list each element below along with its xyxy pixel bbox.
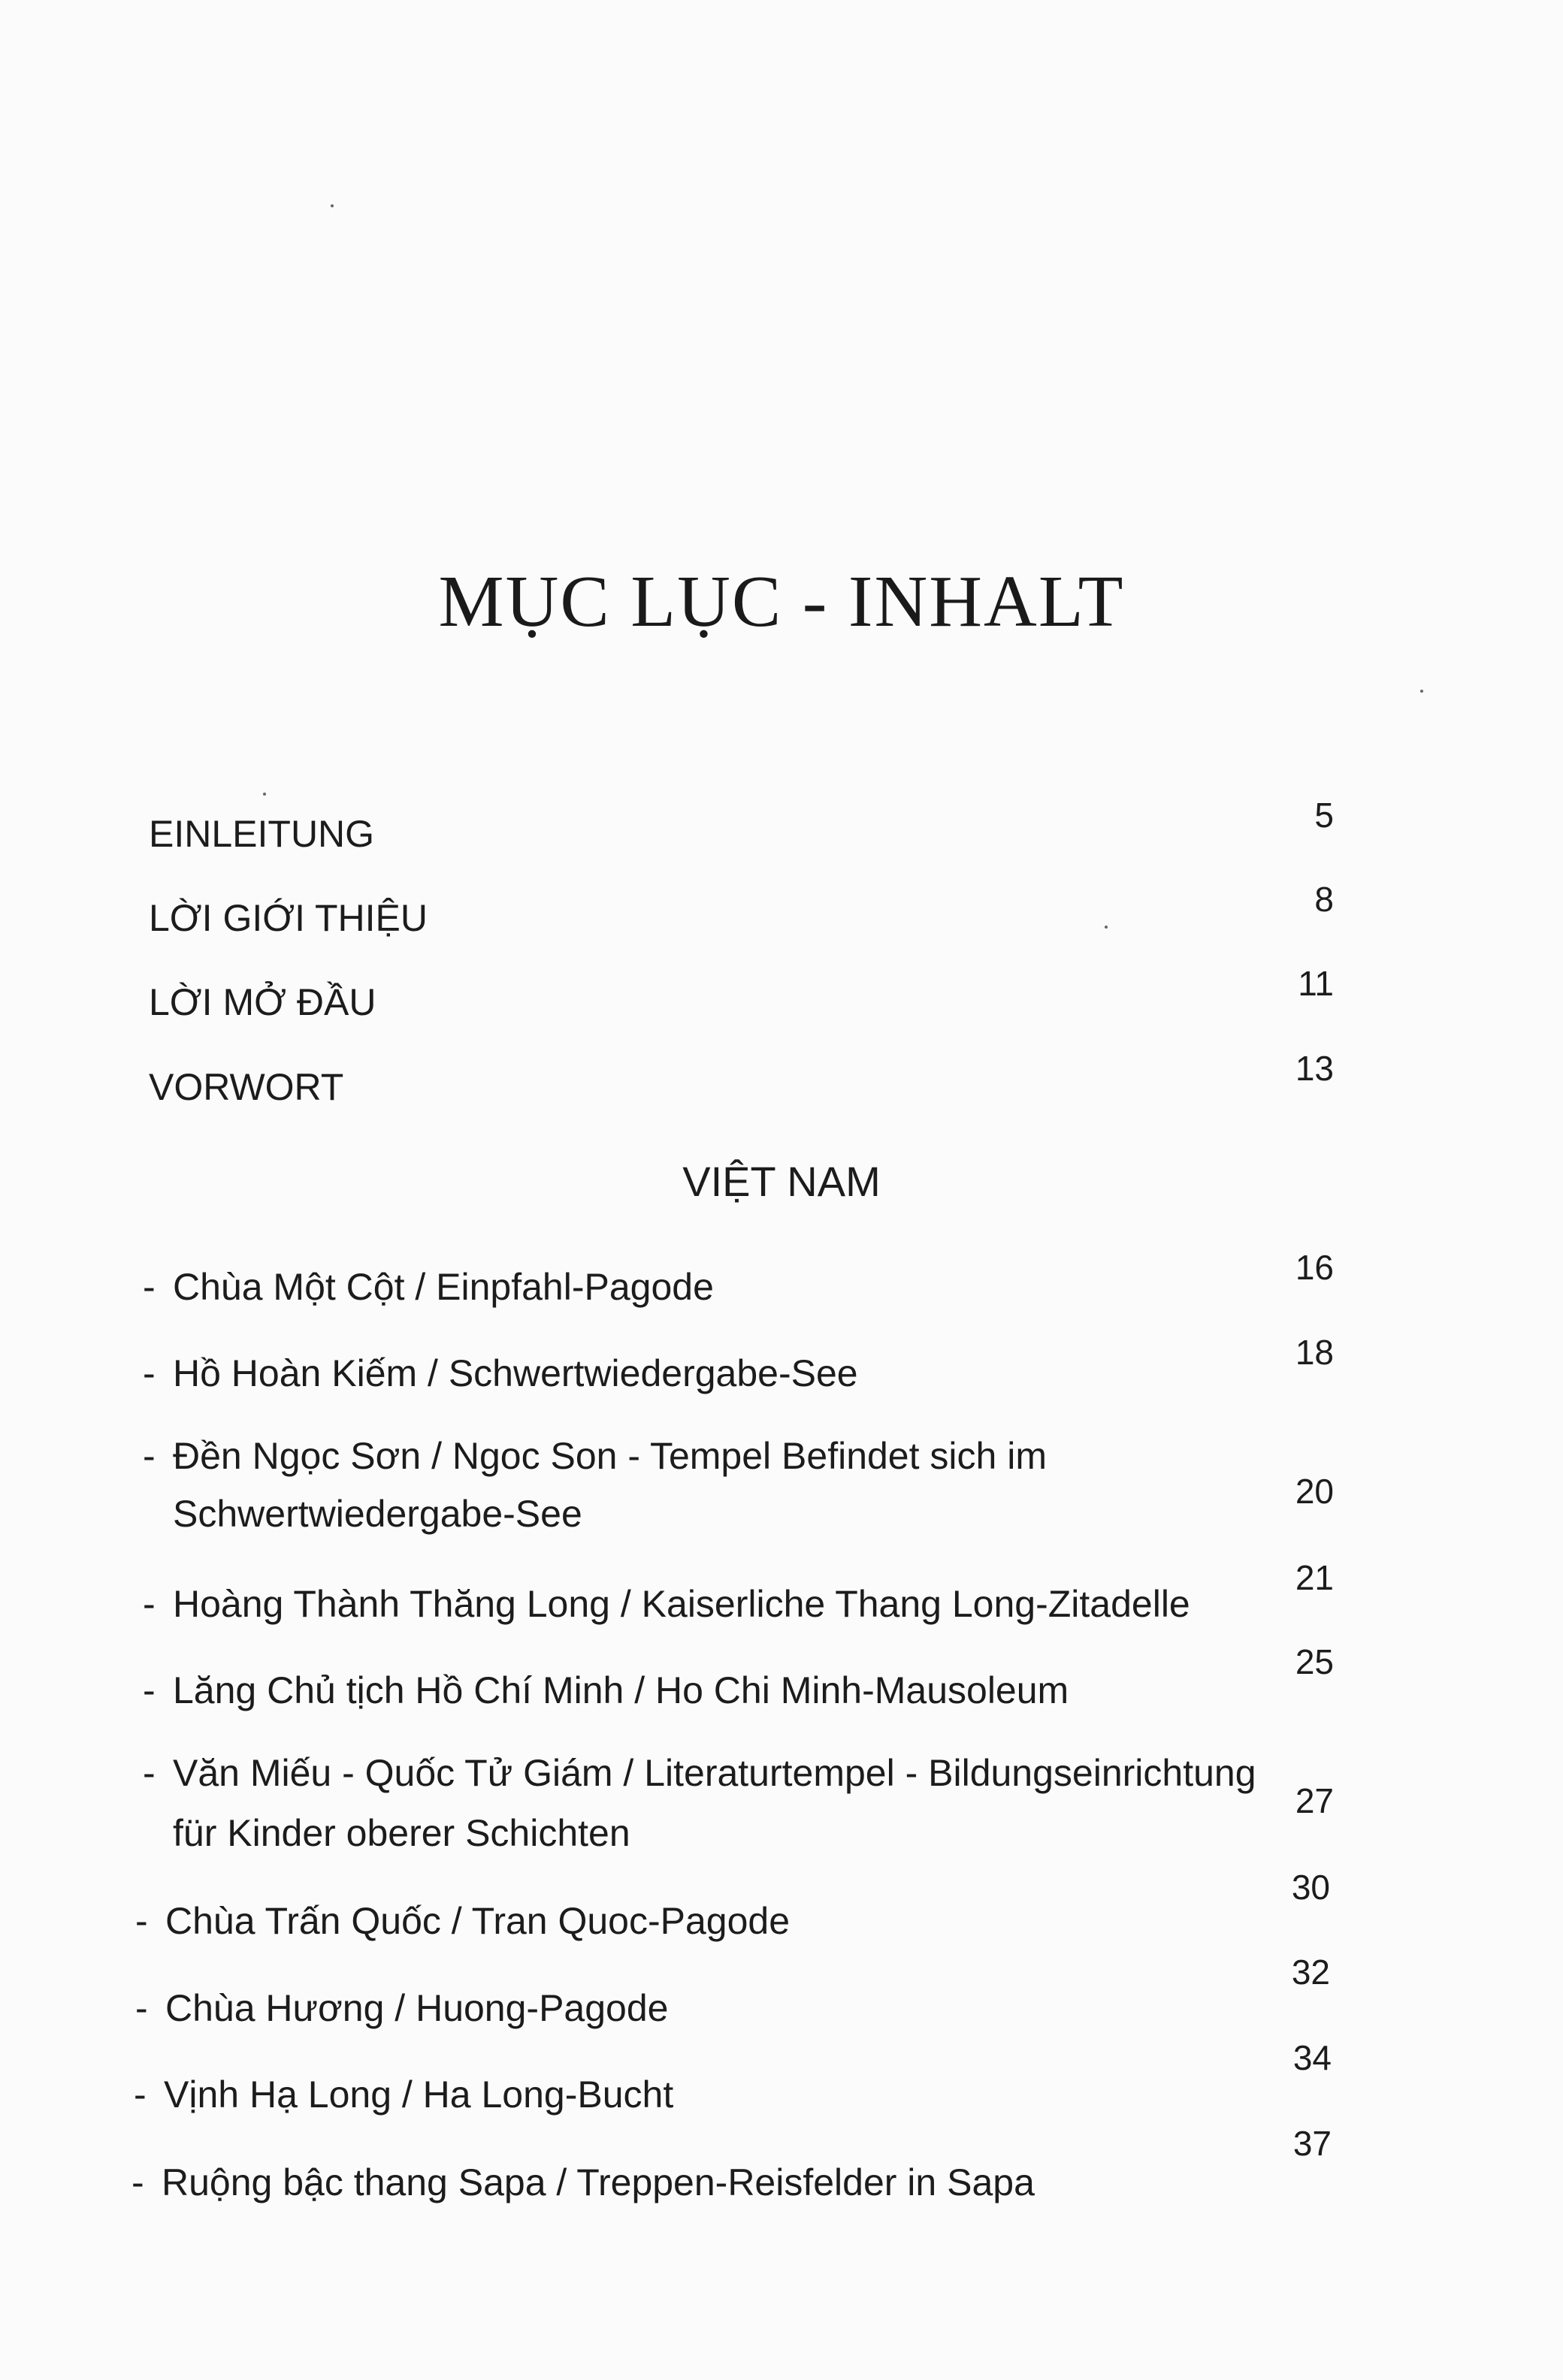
toc-entry-label: Chùa Hương / Huong-Pagode — [165, 1987, 669, 2029]
toc-entry-label: Lăng Chủ tịch Hồ Chí Minh / Ho Chi Minh-Mausoleum — [173, 1669, 1069, 1711]
toc-entry — [143, 1253, 714, 1321]
scan-speck — [1105, 926, 1108, 929]
toc-entry — [134, 2061, 673, 2128]
entry-dash: - — [143, 1752, 156, 1794]
entry-dash: - — [143, 1266, 156, 1308]
toc-entry-continuation — [143, 1799, 630, 1867]
toc-page-number: 34 — [1292, 2038, 1332, 2077]
toc-entry-label: LỜI MỞ ĐẦU — [149, 981, 376, 1023]
toc-entry-label: Chùa Một Cột / Einpfahl-Pagode — [173, 1266, 714, 1308]
toc-entry-label: LỜI GIỚI THIỆU — [149, 897, 428, 939]
section-heading: VIỆT NAM — [682, 1158, 881, 1205]
toc-page-number: 20 — [1295, 1472, 1334, 1511]
scan-speck — [263, 793, 266, 796]
toc-page-number: 37 — [1292, 2124, 1332, 2163]
entry-dash: - — [135, 1987, 148, 2029]
scan-speck — [331, 204, 334, 207]
toc-entry-loi-gioi-thieu — [149, 884, 428, 952]
toc-page-number: 8 — [1314, 880, 1334, 919]
toc-page-number: 32 — [1291, 1953, 1330, 1992]
toc-entry-label: Văn Miếu - Quốc Tử Giám / Literaturtempel - Bildungseinrichtung — [173, 1752, 1256, 1794]
toc-entry — [135, 1974, 668, 2042]
toc-entry-loi-mo-dau — [149, 968, 376, 1036]
toc-entry-label: EINLEITUNG — [149, 813, 375, 855]
entry-dash: - — [135, 1900, 148, 1942]
entry-dash: - — [143, 1435, 156, 1477]
toc-page-number: 27 — [1295, 1781, 1334, 1820]
toc-entry-label: Ruộng bậc thang Sapa / Treppen-Reisfelder in Sapa — [162, 2161, 1035, 2203]
toc-entry — [132, 2149, 1035, 2216]
entry-dash: - — [143, 1669, 156, 1711]
entry-dash: - — [143, 1352, 156, 1394]
toc-page-number: 5 — [1314, 796, 1334, 835]
toc-entry-continuation — [143, 1480, 582, 1548]
toc-entry-label-cont: für Kinder oberer Schichten — [173, 1812, 630, 1854]
entry-dash: - — [134, 2073, 147, 2116]
entry-dash: - — [143, 1583, 156, 1625]
scan-speck — [1420, 690, 1423, 693]
toc-page-number: 16 — [1295, 1248, 1334, 1287]
toc-page-number: 30 — [1291, 1868, 1330, 1907]
toc-page-number: 18 — [1295, 1333, 1334, 1372]
toc-page-number: 13 — [1295, 1049, 1334, 1088]
entry-dash: - — [132, 2161, 144, 2203]
toc-entry — [143, 1340, 858, 1407]
toc-page-number: 21 — [1295, 1558, 1334, 1597]
toc-page-number: 25 — [1295, 1642, 1334, 1681]
toc-entry-label-cont: Schwertwiedergabe-See — [173, 1493, 582, 1535]
toc-entry-label: Đền Ngọc Sơn / Ngoc Son - Tempel Befindet sich im — [173, 1435, 1047, 1477]
toc-entry — [143, 1739, 1256, 1807]
toc-entry-label: Chùa Trấn Quốc / Tran Quoc-Pagode — [165, 1900, 791, 1942]
toc-entry-label: Hoàng Thành Thăng Long / Kaiserliche Thang Long-Zitadelle — [173, 1583, 1190, 1625]
toc-entry — [143, 1657, 1069, 1724]
page-title: MỤC LỤC - INHALT — [438, 561, 1125, 642]
toc-entry-label: Hồ Hoàn Kiếm / Schwertwiedergabe-See — [173, 1352, 858, 1394]
toc-entry-einleitung — [149, 800, 374, 868]
toc-entry — [135, 1887, 790, 1955]
toc-entry — [143, 1570, 1190, 1638]
toc-entry-label: Vịnh Hạ Long / Ha Long-Bucht — [164, 2073, 674, 2116]
toc-entry-vorwort — [149, 1053, 343, 1121]
toc-page-number: 11 — [1298, 964, 1334, 1003]
toc-entry-label: VORWORT — [149, 1066, 344, 1108]
